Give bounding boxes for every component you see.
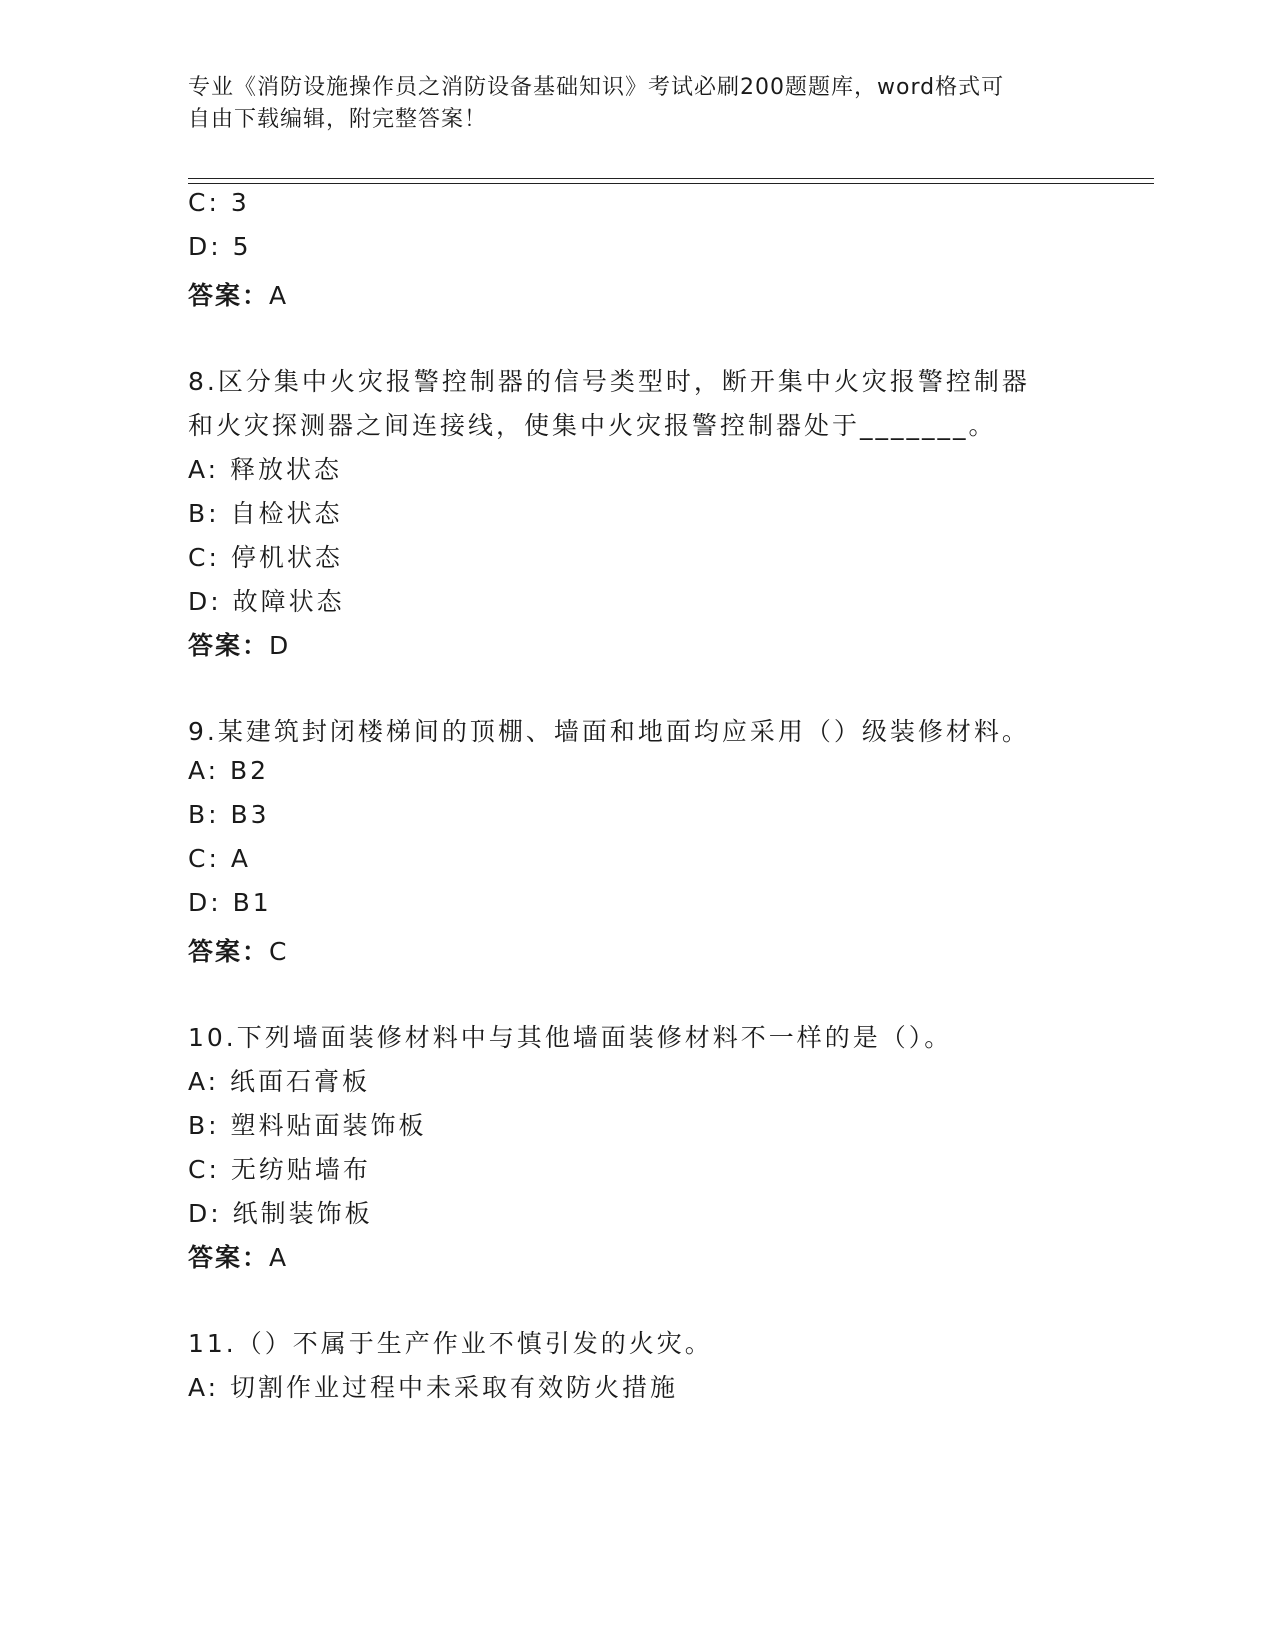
answer-label: 答案：: [188, 281, 270, 310]
option-c: C: 3: [188, 188, 250, 217]
answer-line: [188, 626, 290, 662]
option-a: A: 纸面石膏板: [188, 1067, 371, 1096]
document-header-title: 专业《消防设施操作员之消防设备基础知识》考试必刷200题题库，word格式可 自由下载编辑，附完整答案！: [188, 75, 1005, 132]
option-a: A: 切割作业过程中未采取有效防火措施: [188, 1373, 679, 1402]
answer-line: [188, 932, 288, 968]
answer-value: A: [269, 281, 289, 310]
question-stem: 和火灾探测器之间连接线，使集中火灾报警控制器处于_______。: [188, 411, 997, 440]
question-stem: 10.下列墙面装修材料中与其他墙面装修材料不一样的是（）。: [188, 1023, 953, 1052]
option-d: D: 纸制装饰板: [188, 1199, 373, 1228]
option-c: C: 停机状态: [188, 543, 343, 572]
option-a: A: 释放状态: [188, 455, 343, 484]
option-a: A: B2: [188, 756, 270, 785]
option-c: C: A: [188, 844, 251, 873]
answer-value: A: [269, 1243, 289, 1272]
option-b: B: 塑料贴面装饰板: [188, 1111, 427, 1140]
answer-label: 答案：: [188, 1243, 270, 1272]
answer-line: [188, 1238, 288, 1274]
answer-value: D: [269, 631, 291, 660]
header-divider-bottom: [188, 183, 1154, 184]
answer-label: 答案：: [188, 937, 270, 966]
question-stem: 8.区分集中火灾报警控制器的信号类型时，断开集中火灾报警控制器: [188, 367, 1030, 396]
question-stem: 11.（）不属于生产作业不慎引发的火灾。: [188, 1329, 713, 1358]
question-stem: 9.某建筑封闭楼梯间的顶棚、墙面和地面均应采用（）级装修材料。: [188, 717, 1030, 746]
answer-label: 答案：: [188, 631, 270, 660]
option-d: D: 5: [188, 232, 252, 261]
option-d: D: 故障状态: [188, 587, 345, 616]
answer-line: [188, 276, 288, 312]
header-divider-top: [188, 178, 1154, 179]
option-d: D: B1: [188, 888, 272, 917]
option-c: C: 无纺贴墙布: [188, 1155, 371, 1184]
option-b: B: 自检状态: [188, 499, 343, 528]
option-b: B: B3: [188, 800, 270, 829]
answer-value: C: [269, 937, 289, 966]
